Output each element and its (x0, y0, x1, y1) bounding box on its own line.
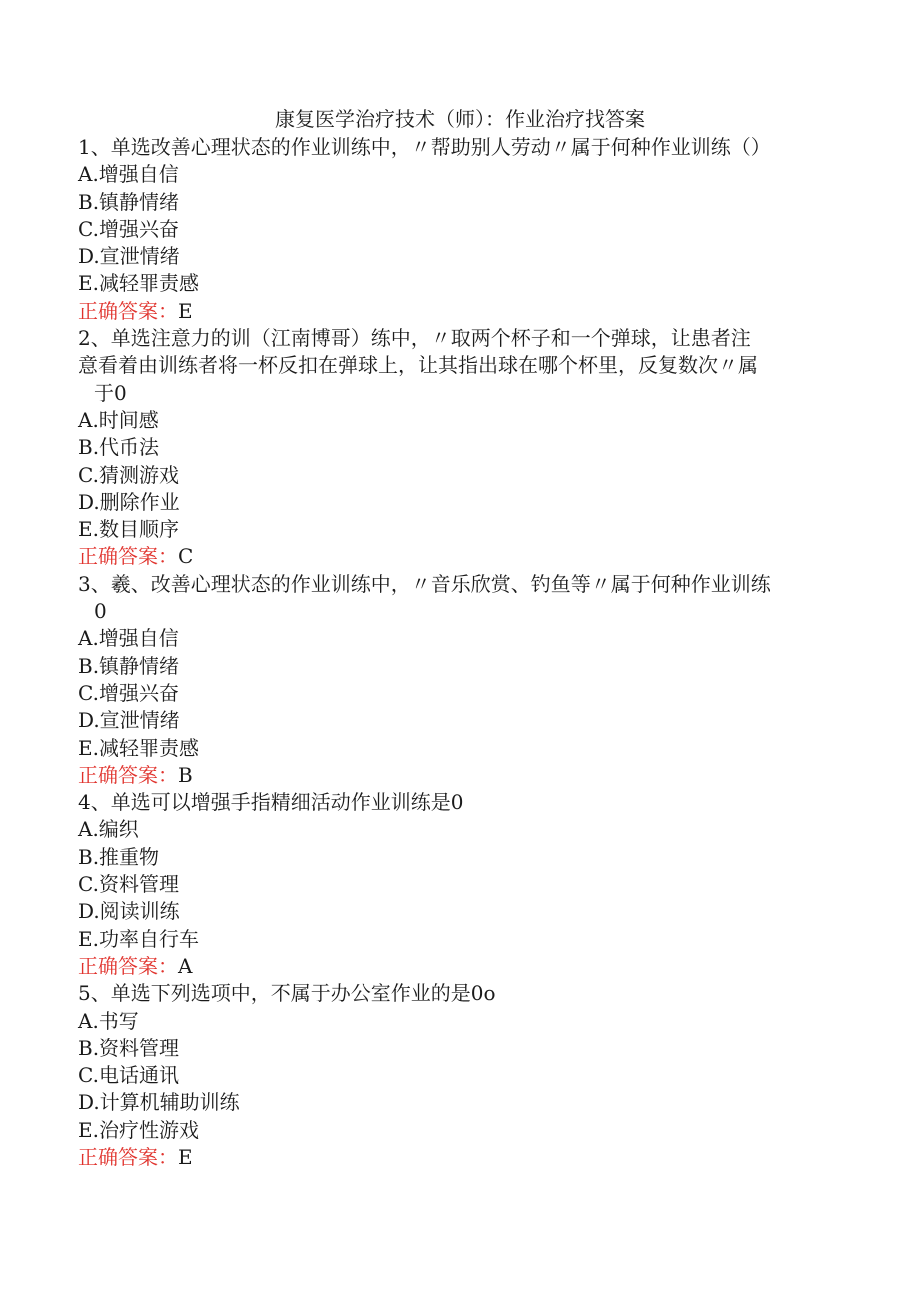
option-item: B.推重物 (78, 844, 160, 869)
option-item: E.功率自行车 (78, 926, 199, 951)
option-item: A.增强自信 (78, 626, 179, 651)
question-block (78, 571, 838, 789)
answer-label: 正确答案： (78, 1144, 178, 1169)
option-item: C.资料管理 (78, 872, 179, 897)
question-stem: 3、羲、改善心理状态的作业训练中，〃音乐欣赏、钓鱼等〃属于何种作业训练 (78, 571, 771, 596)
option-item: D.删除作业 (78, 489, 180, 514)
answer-value: E (178, 298, 193, 323)
answer-line (78, 298, 838, 325)
question-block (78, 325, 838, 571)
option-item: C.猜测游戏 (78, 462, 179, 487)
option-item: A.编织 (78, 817, 139, 842)
option-item: E.数目顺序 (78, 517, 179, 542)
answer-label: 正确答案： (78, 544, 178, 569)
option-item: C.增强兴奋 (78, 680, 179, 705)
question-list (78, 134, 838, 1171)
option-item: B.代币法 (78, 435, 160, 460)
option-item: E.减轻罪责感 (78, 271, 199, 296)
question-stem: 4、单选可以增强手指精细活动作业训练是0 (78, 790, 464, 815)
answer-line (78, 762, 838, 789)
question-stem: 1、单选改善心理状态的作业训练中，〃帮助别人劳动〃属于何种作业训练（） (78, 135, 771, 159)
option-item: C.增强兴奋 (78, 216, 179, 241)
option-item: B.镇静情绪 (78, 189, 180, 214)
question-stem-continued: 于0 (94, 380, 127, 405)
option-item: E.减轻罪责感 (78, 735, 199, 760)
option-item: E.治疗性游戏 (78, 1117, 199, 1142)
question-stem-continued: 意看着由训练者将一杯反扣在弹球上，让其指出球在哪个杯里，反复数次〃属 (78, 353, 758, 378)
question-stem: 2、单选注意力的训（江南博哥）练中，〃取两个杯子和一个弹球，让患者注 (78, 326, 751, 351)
option-item: A.时间感 (78, 407, 159, 432)
option-item: D.宣泄情绪 (78, 244, 180, 269)
question-stem-continued: 0 (94, 599, 107, 624)
question-block (78, 134, 838, 325)
document-title: 康复医学治疗技术（师）：作业治疗找答案 (275, 107, 645, 131)
answer-line (78, 953, 838, 980)
answer-value: A (178, 953, 193, 978)
option-item: C.电话通讯 (78, 1063, 179, 1088)
answer-label: 正确答案： (78, 298, 178, 323)
option-item: D.宣泄情绪 (78, 708, 180, 733)
answer-value: B (178, 762, 193, 787)
answer-value: C (178, 544, 194, 569)
option-item: A.增强自信 (78, 162, 179, 187)
question-block (78, 789, 838, 980)
question-block (78, 980, 838, 1171)
option-item: D.计算机辅助训练 (78, 1090, 240, 1115)
answer-line (78, 543, 838, 570)
question-stem: 5、单选下列选项中，不属于办公室作业的是0o (78, 981, 496, 1006)
option-item: B.镇静情绪 (78, 653, 180, 678)
option-item: B.资料管理 (78, 1035, 180, 1060)
answer-line (78, 1144, 838, 1171)
option-item: A.书写 (78, 1008, 139, 1033)
option-item: D.阅读训练 (78, 899, 180, 924)
answer-value: E (178, 1144, 193, 1169)
answer-label: 正确答案： (78, 762, 178, 787)
answer-label: 正确答案： (78, 953, 178, 978)
